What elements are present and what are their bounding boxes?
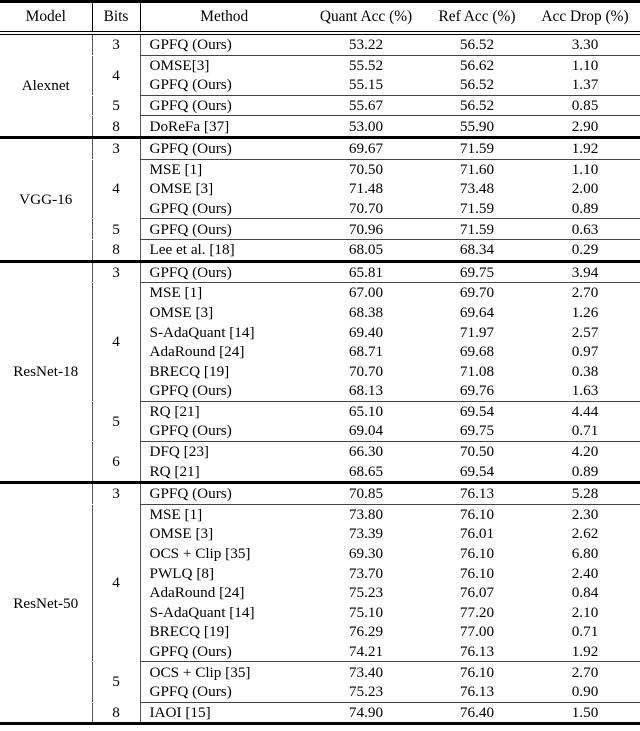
- column-header-method: Method: [200, 8, 249, 26]
- ref-value-cell: 68.34: [459, 241, 495, 259]
- quant-value-cell: 76.29: [348, 623, 384, 641]
- table-row: [0, 139, 640, 159]
- model-name-cell: ResNet-50: [13, 594, 79, 612]
- drop-value-cell: 0.38: [571, 362, 599, 380]
- rule-line: [140, 55, 640, 56]
- table-row: [0, 116, 640, 136]
- ref-value-cell: 71.59: [459, 199, 495, 217]
- ref-value-cell: 69.68: [459, 343, 495, 361]
- drop-value-cell: 1.50: [571, 703, 599, 721]
- quant-value-cell: 68.71: [348, 343, 384, 361]
- quant-value-cell: 73.40: [348, 663, 384, 681]
- bits-value-cell: 5: [92, 219, 140, 239]
- model-name-cell: VGG-16: [19, 190, 73, 208]
- quant-value-cell: 70.96: [348, 220, 384, 238]
- method-name-cell: GPFQ (Ours): [149, 263, 232, 281]
- ref-value-cell: 71.08: [459, 362, 495, 380]
- quant-value-cell: 55.52: [348, 56, 384, 74]
- drop-value-cell: 2.70: [571, 663, 599, 681]
- quant-value-cell: 66.30: [348, 443, 384, 461]
- quant-value-cell: 69.04: [348, 422, 384, 440]
- table-row: [0, 160, 640, 180]
- method-name-cell: GPFQ (Ours): [149, 643, 232, 660]
- ref-value-cell: 71.59: [459, 220, 495, 238]
- ref-value-cell: 77.00: [459, 623, 495, 641]
- drop-value-cell: 2.70: [571, 284, 599, 302]
- quant-value-cell: 53.00: [348, 117, 384, 135]
- drop-value-cell: 1.10: [571, 56, 599, 74]
- quant-value-cell: 69.30: [348, 545, 384, 563]
- ref-value-cell: 76.13: [459, 643, 495, 660]
- table-row: [0, 442, 640, 462]
- drop-value-cell: 0.84: [571, 584, 599, 602]
- table-row: [0, 96, 640, 116]
- method-name-cell: MSE [1]: [149, 505, 203, 523]
- drop-value-cell: 5.28: [571, 485, 599, 503]
- bits-value-cell: 5: [92, 402, 140, 441]
- ref-value-cell: 69.76: [459, 382, 495, 400]
- quant-value-cell: 73.39: [348, 525, 384, 543]
- table-row: [0, 505, 640, 525]
- bits-value-cell: 4: [92, 283, 140, 401]
- ref-value-cell: 76.07: [459, 584, 495, 602]
- ref-value-cell: 69.75: [459, 263, 495, 281]
- method-name-cell: GPFQ (Ours): [149, 485, 232, 503]
- quant-value-cell: 75.10: [348, 603, 384, 621]
- ref-value-cell: 76.10: [459, 663, 495, 681]
- ref-value-cell: 56.52: [459, 96, 495, 114]
- rule-line: [140, 115, 640, 116]
- method-name-cell: GPFQ (Ours): [149, 199, 232, 217]
- quant-value-cell: 75.23: [348, 584, 384, 602]
- table-row: [0, 703, 640, 723]
- bits-value-cell: 5: [92, 662, 140, 701]
- method-name-cell: MSE [1]: [149, 160, 203, 178]
- bits-value-cell: 4: [92, 160, 140, 219]
- method-name-cell: AdaRound [24]: [149, 584, 245, 602]
- ref-value-cell: 56.52: [459, 76, 495, 94]
- method-name-cell: S-AdaQuant [14]: [149, 603, 255, 621]
- method-name-cell: OMSE [3]: [149, 180, 214, 198]
- drop-value-cell: 2.00: [571, 180, 599, 198]
- drop-value-cell: 1.92: [571, 140, 599, 158]
- drop-value-cell: 3.30: [571, 36, 599, 54]
- quant-value-cell: 68.65: [348, 462, 384, 480]
- quant-value-cell: 65.10: [348, 402, 384, 420]
- model-name-cell: ResNet-18: [13, 363, 79, 381]
- drop-value-cell: 1.10: [571, 160, 599, 178]
- table-header-row: [0, 3, 640, 31]
- method-name-cell: DFQ [23]: [149, 443, 209, 461]
- rule-line: [140, 282, 640, 283]
- drop-value-cell: 4.20: [571, 443, 599, 461]
- ref-value-cell: 73.48: [459, 180, 495, 198]
- quant-value-cell: 55.15: [348, 76, 384, 94]
- ref-value-cell: 69.54: [459, 402, 495, 420]
- drop-value-cell: 0.97: [571, 343, 599, 361]
- quant-value-cell: 69.67: [348, 140, 384, 158]
- column-header-ref: Ref Acc (%): [438, 8, 516, 26]
- method-name-cell: OMSE[3]: [149, 56, 210, 74]
- ref-value-cell: 76.13: [459, 485, 495, 503]
- drop-value-cell: 0.89: [571, 462, 599, 480]
- drop-value-cell: 0.89: [571, 199, 599, 217]
- ref-value-cell: 77.20: [459, 603, 495, 621]
- table-row: [0, 56, 640, 76]
- rule-line: [140, 218, 640, 219]
- quant-value-cell: 71.48: [348, 180, 384, 198]
- table-row: [0, 219, 640, 239]
- method-name-cell: OCS + Clip [35]: [149, 663, 251, 681]
- table-row: [0, 402, 640, 422]
- ref-value-cell: 56.52: [459, 36, 495, 54]
- method-name-cell: GPFQ (Ours): [149, 140, 232, 158]
- drop-value-cell: 0.63: [571, 220, 599, 238]
- rule-line: [0, 722, 640, 725]
- bits-value-cell: 4: [92, 56, 140, 95]
- drop-value-cell: 4.44: [571, 402, 599, 420]
- drop-value-cell: 6.80: [571, 545, 599, 563]
- method-name-cell: PWLQ [8]: [149, 564, 215, 582]
- method-name-cell: GPFQ (Ours): [149, 36, 232, 54]
- method-name-cell: OMSE [3]: [149, 525, 214, 543]
- ref-value-cell: 55.90: [459, 117, 495, 135]
- ref-value-cell: 76.10: [459, 564, 495, 582]
- method-name-cell: GPFQ (Ours): [149, 96, 232, 114]
- method-name-cell: GPFQ (Ours): [149, 422, 232, 440]
- ref-value-cell: 76.13: [459, 683, 495, 701]
- rule-line: [140, 95, 640, 96]
- method-name-cell: IAOI [15]: [149, 703, 211, 721]
- rule-line: [140, 702, 640, 703]
- bits-value-cell: 4: [92, 505, 140, 662]
- table-row: [0, 240, 640, 260]
- ref-value-cell: 70.50: [459, 443, 495, 461]
- quant-value-cell: 53.22: [348, 36, 384, 54]
- column-header-drop: Acc Drop (%): [541, 8, 629, 26]
- quant-value-cell: 70.50: [348, 160, 384, 178]
- method-name-cell: MSE [1]: [149, 284, 203, 302]
- rule-line: [140, 401, 640, 402]
- method-name-cell: BRECQ [19]: [149, 623, 230, 641]
- quant-value-cell: 73.70: [348, 564, 384, 582]
- ref-value-cell: 69.70: [459, 284, 495, 302]
- quant-value-cell: 75.23: [348, 683, 384, 701]
- rule-line: [140, 504, 640, 505]
- column-header-model: Model: [0, 3, 92, 31]
- quant-value-cell: 74.90: [348, 703, 384, 721]
- bits-value-cell: 8: [92, 116, 140, 136]
- ref-value-cell: 71.60: [459, 160, 495, 178]
- quant-value-cell: 69.40: [348, 323, 384, 341]
- method-name-cell: BRECQ [19]: [149, 362, 230, 380]
- ref-value-cell: 76.40: [459, 703, 495, 721]
- drop-value-cell: 1.37: [571, 76, 599, 94]
- table-row: [0, 283, 640, 303]
- quant-value-cell: 68.13: [348, 382, 384, 400]
- rule-line: [140, 239, 640, 240]
- drop-value-cell: 2.30: [571, 505, 599, 523]
- quant-value-cell: 68.38: [348, 303, 384, 321]
- quant-value-cell: 68.05: [348, 241, 384, 259]
- drop-value-cell: 2.10: [571, 603, 599, 621]
- bits-value-cell: 3: [92, 35, 140, 55]
- quant-value-cell: 73.80: [348, 505, 384, 523]
- ref-value-cell: 56.62: [459, 56, 495, 74]
- table-row: [0, 484, 640, 504]
- drop-value-cell: 1.26: [571, 303, 599, 321]
- drop-value-cell: 1.92: [571, 643, 599, 660]
- method-name-cell: AdaRound [24]: [149, 343, 245, 361]
- drop-value-cell: 2.62: [571, 525, 599, 543]
- drop-value-cell: 0.90: [571, 683, 599, 701]
- bits-value-cell: 8: [92, 703, 140, 723]
- ref-value-cell: 69.64: [459, 303, 495, 321]
- drop-value-cell: 0.71: [571, 422, 599, 440]
- rule-line: [140, 441, 640, 442]
- quant-value-cell: 65.81: [348, 263, 384, 281]
- column-header-bits: Bits: [92, 3, 140, 31]
- method-name-cell: RQ [21]: [149, 462, 200, 480]
- bits-value-cell: 3: [92, 263, 140, 283]
- drop-value-cell: 3.94: [571, 263, 599, 281]
- table-row: [0, 35, 640, 55]
- quant-value-cell: 70.70: [348, 362, 384, 380]
- ref-value-cell: 76.10: [459, 505, 495, 523]
- drop-value-cell: 2.40: [571, 564, 599, 582]
- table-row: [0, 263, 640, 283]
- model-name-cell: Alexnet: [21, 76, 70, 94]
- ref-value-cell: 71.97: [459, 323, 495, 341]
- ref-value-cell: 71.59: [459, 140, 495, 158]
- quant-value-cell: 67.00: [348, 284, 384, 302]
- drop-value-cell: 0.85: [571, 96, 599, 114]
- table-row: [0, 662, 640, 682]
- method-name-cell: GPFQ (Ours): [149, 76, 232, 94]
- ref-value-cell: 69.75: [459, 422, 495, 440]
- drop-value-cell: 0.29: [571, 241, 599, 259]
- ref-value-cell: 69.54: [459, 462, 495, 480]
- method-name-cell: OCS + Clip [35]: [149, 545, 251, 563]
- rule-line: [140, 159, 640, 160]
- drop-value-cell: 2.57: [571, 323, 599, 341]
- method-name-cell: RQ [21]: [149, 402, 200, 420]
- quant-value-cell: 55.67: [348, 96, 384, 114]
- quant-value-cell: 74.21: [348, 643, 384, 660]
- ref-value-cell: 76.10: [459, 545, 495, 563]
- column-header-quant: Quant Acc (%): [319, 8, 413, 26]
- drop-value-cell: 1.63: [571, 382, 599, 400]
- bits-value-cell: 8: [92, 240, 140, 260]
- bits-value-cell: 5: [92, 96, 140, 116]
- quant-value-cell: 70.85: [348, 485, 384, 503]
- method-name-cell: GPFQ (Ours): [149, 382, 232, 400]
- method-name-cell: GPFQ (Ours): [149, 220, 232, 238]
- method-name-cell: Lee et al. [18]: [149, 241, 235, 259]
- ref-value-cell: 76.01: [459, 525, 495, 543]
- bits-value-cell: 3: [92, 139, 140, 159]
- method-name-cell: DoReFa [37]: [149, 117, 230, 135]
- quant-value-cell: 70.70: [348, 199, 384, 217]
- bits-value-cell: 3: [92, 484, 140, 504]
- method-name-cell: OMSE [3]: [149, 303, 214, 321]
- drop-value-cell: 2.90: [571, 117, 599, 135]
- drop-value-cell: 0.71: [571, 623, 599, 641]
- method-name-cell: GPFQ (Ours): [149, 683, 232, 701]
- table-rule: [0, 722, 640, 725]
- rule-line: [140, 661, 640, 662]
- method-name-cell: S-AdaQuant [14]: [149, 323, 255, 341]
- bits-value-cell: 6: [92, 442, 140, 481]
